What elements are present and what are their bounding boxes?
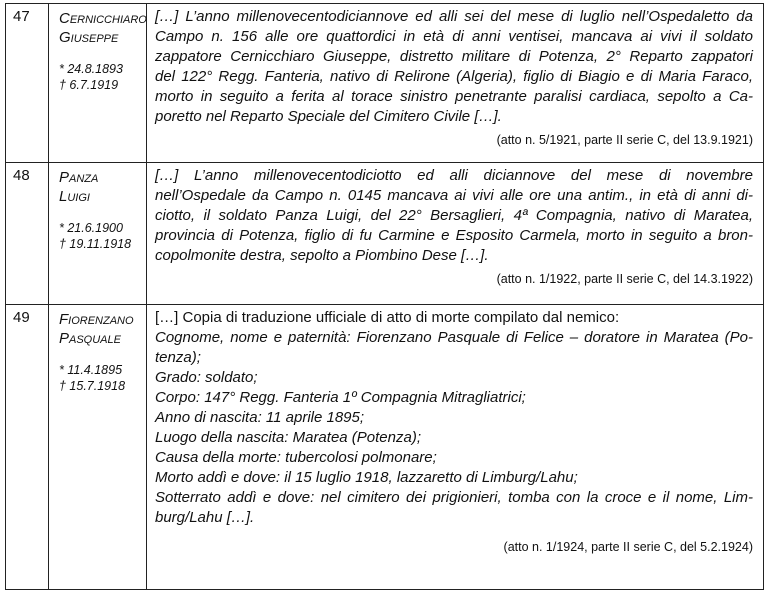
record-line: Sotterrato addì e dove: nel cimitero dei prigionieri, tomba con la croce e il nome, Lim- <box>155 489 753 506</box>
entry-record-text <box>147 4 764 163</box>
entry-person <box>49 4 147 163</box>
record-reference: (atto n. 5/1921, parte II serie C, del 13.9.1921) <box>496 133 753 147</box>
record-line: Causa della morte: tubercolosi polmonare; <box>155 449 437 466</box>
record-line: burg/Lahu […]. <box>155 509 255 526</box>
record-line: copolmonite destra, sepolto a Piombino Dese […]. <box>155 247 489 264</box>
person-given-name: Luigi <box>59 188 90 205</box>
person-given-name: Pasquale <box>59 330 121 347</box>
death-date: † 19.11.1918 <box>59 237 132 251</box>
record-line: Luogo della nascita: Maratea (Potenza); <box>155 429 421 446</box>
entry-number: 48 <box>6 163 49 305</box>
person-surname: Cernicchiaro <box>59 10 147 27</box>
birth-date: * 24.8.1893 <box>59 62 123 76</box>
record-line: […] L’anno millenovecentodiciotto ed alli diciannove del mese di novembre <box>155 167 753 184</box>
record-line: Anno di nascita: 11 aprile 1895; <box>155 409 365 426</box>
record-line: provincia di Potenza, figlio di fu Carmine e Esposito Carmela, morto in seguito a bron- <box>155 227 753 244</box>
record-line: Morto addì e dove: il 15 luglio 1918, lazzaretto di Limburg/Lahu; <box>155 469 578 486</box>
register-entry <box>6 163 764 305</box>
entry-number: 49 <box>6 305 49 590</box>
entry-record-text <box>147 163 764 305</box>
birth-date: * 11.4.1895 <box>59 363 123 377</box>
person-surname: Fiorenzano <box>59 311 134 328</box>
record-line: Grado: soldato; <box>155 369 258 386</box>
birth-date: * 21.6.1900 <box>59 221 123 235</box>
person-dates <box>59 362 146 394</box>
record-intro: […] Copia di traduzione ufficiale di atto di morte compilato dal nemico: <box>155 309 620 326</box>
record-line: ciotto, il soldato Panza Luigi, del 22° Bersaglieri, 4ª Compagnia, nativo di Maratea, <box>155 207 753 224</box>
person-dates <box>59 61 146 93</box>
death-date: † 15.7.1918 <box>59 379 126 393</box>
record-line: tenza); <box>155 349 201 366</box>
record-line: […] L’anno millenovecentodiciannove ed alli sei del mese di luglio nell’Ospedaletto da <box>155 8 753 25</box>
person-dates <box>59 220 146 252</box>
record-line: Campo n. 156 alle ore quattordici in età di anni ventisei, mancava ai vivi il soldato <box>155 28 753 45</box>
record-line: Cognome, nome e paternità: Fiorenzano Pasquale di Felice – doratore in Maratea (Po- <box>155 329 753 346</box>
person-surname: Panza <box>59 169 99 186</box>
record-reference: (atto n. 1/1924, parte II serie C, del 5.2.1924) <box>503 540 753 554</box>
record-line: Corpo: 147° Regg. Fanteria 1º Compagnia Mitragliatrici; <box>155 389 526 406</box>
entry-record-text <box>147 305 764 590</box>
death-date: † 6.7.1919 <box>59 78 119 92</box>
record-line: del 122° Regg. Fanteria, nativo di Relirone (Algeria), figlio di Biagio e di Maria Faraco, <box>155 68 753 85</box>
record-line: zappatore Cernicchiaro Giuseppe, distretto militare di Potenza, 2° Reparto zappatori <box>155 48 753 65</box>
entry-person <box>49 305 147 590</box>
register-entry <box>6 305 764 590</box>
entry-person <box>49 163 147 305</box>
record-reference: (atto n. 1/1922, parte II serie C, del 14.3.1922) <box>496 272 753 286</box>
record-line: morto in seguito a ferita al torace sinistro penetrante paralisi cardiaca, sepolto a Ca- <box>155 88 753 105</box>
record-line: nell’Ospedale da Campo n. 0145 mancava ai vivi alle ore una antim., in età di anni di- <box>155 187 753 204</box>
register-entry <box>6 4 764 163</box>
person-given-name: Giuseppe <box>59 29 119 46</box>
death-register-table <box>5 3 764 590</box>
record-line: poretto nel Reparto Speciale del Cimitero Civile […]. <box>155 108 502 125</box>
entry-number: 47 <box>6 4 49 163</box>
